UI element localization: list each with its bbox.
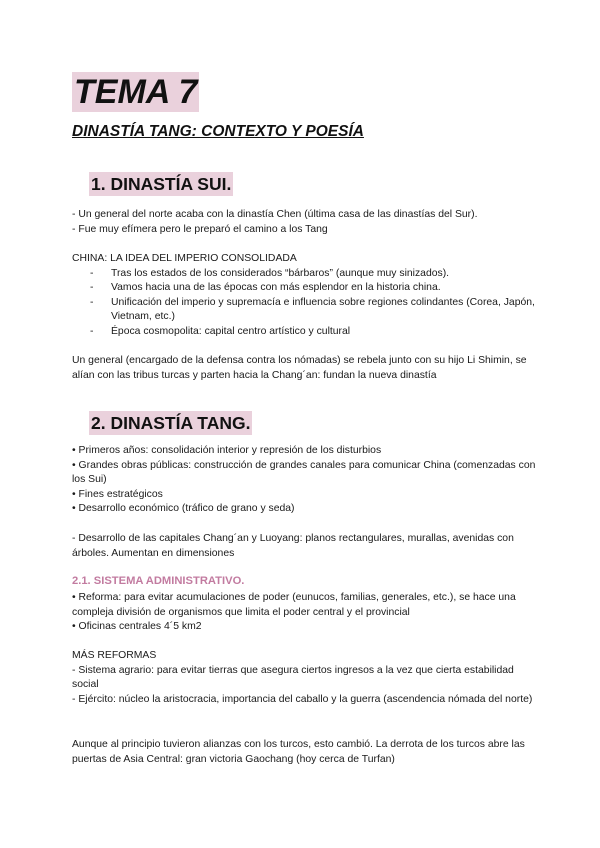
bullet-line: • Oficinas centrales 4´5 km2 xyxy=(72,621,202,633)
bullet-line: • Grandes obras públicas: construcción de grandes canales para comunicar China (comenzadas con los Sui) xyxy=(72,459,536,486)
bullet-line: • Fines estratégicos xyxy=(72,488,163,500)
china-block xyxy=(72,252,542,340)
paragraph: - Desarrollo de las capitales Chang´an y Luoyang: planos rectangulares, murallas, avenidas con árboles. Aumentan en dimensiones xyxy=(72,533,514,559)
paragraph: Aunque al principio tuvieron alianzas con los turcos, esto cambió. La derrota de los turcos abre las puertas de Asia Central: gran victoria Gaochang (hoy cerca de Turfan) xyxy=(72,739,525,765)
section-2-bullets xyxy=(72,444,542,517)
china-list xyxy=(90,267,542,340)
section-2-capitals xyxy=(72,532,542,561)
bullet-line: • Desarrollo económico (tráfico de grano y seda) xyxy=(72,503,295,515)
page-subtitle: DINASTÍA TANG: CONTEXTO Y POESÍA xyxy=(72,123,364,140)
section-2-1-heading: 2.1. SISTEMA ADMINISTRATIVO. xyxy=(72,575,245,587)
section-1-heading: 1. DINASTÍA SUI. xyxy=(91,174,232,194)
section-2-1-closing xyxy=(72,738,542,767)
reform-line: - Ejército: núcleo la aristocracia, importancia del caballo y la guerra (ascendencia nómada del norte) xyxy=(72,693,533,705)
page-title: TEMA 7 xyxy=(74,73,198,111)
reformas-heading: MÁS REFORMAS xyxy=(72,650,157,661)
paragraph: Un general (encargado de la defensa contra los nómadas) se rebela junto con su hijo Li Shimin, se alían con las tribus turcas y parten hacia la Chang´an: fundan la nueva dinastía xyxy=(72,355,527,381)
list-item: - Tras los estados de los considerados “bárbaros” (aunque muy sinizados). xyxy=(90,267,542,282)
list-item: - Vamos hacia una de las épocas con más esplendor en la historia china. xyxy=(90,281,542,296)
intro-line: - Fue muy efímera pero le preparó el camino a los Tang xyxy=(72,223,328,235)
china-heading: CHINA: LA IDEA DEL IMPERIO CONSOLIDADA xyxy=(72,253,297,264)
list-item: - Unificación del imperio y supremacía e influencia sobre regiones colindantes (Corea, Japón, Vietnam, etc.) xyxy=(90,296,542,325)
bullet-line: • Primeros años: consolidación interior y represión de los disturbios xyxy=(72,445,382,456)
reform-line: - Sistema agrario: para evitar tierras que asegura ciertos ingresos a la vez que cierta estabilidad social xyxy=(72,664,514,691)
title-wrap xyxy=(72,72,199,112)
intro-line: - Un general del norte acaba con la dinastía Chen (última casa de las dinastías del Sur). xyxy=(72,209,478,220)
list-item: - Época cosmopolita: capital centro artístico y cultural xyxy=(90,325,542,340)
section-2-heading: 2. DINASTÍA TANG. xyxy=(91,413,251,433)
section-1-closing xyxy=(72,354,542,383)
section-2-1-items xyxy=(72,591,542,635)
bullet-line: • Reforma: para evitar acumulaciones de poder (eunucos, familias, generales, etc.), se hace una compleja división de organismos que limita el poder central y el provincial xyxy=(72,592,516,618)
reformas-block xyxy=(72,649,542,707)
section-1-intro xyxy=(72,208,542,237)
